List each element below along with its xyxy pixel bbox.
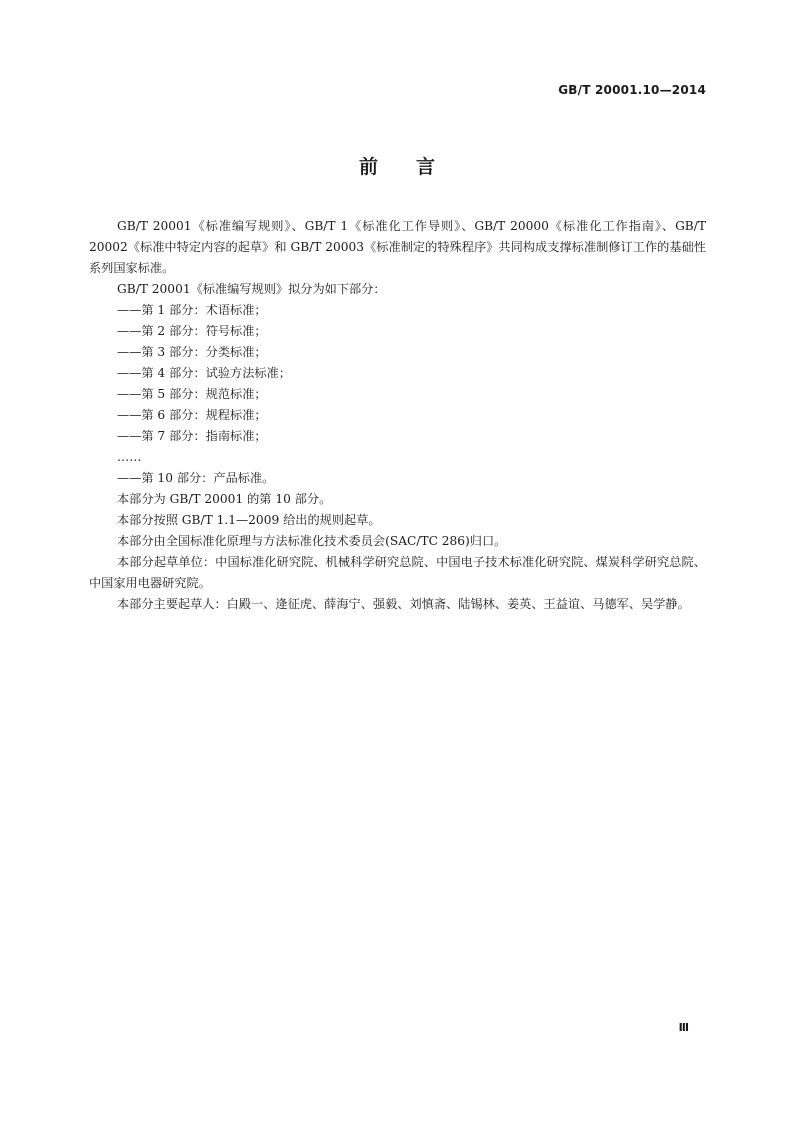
standard-code: GB/T 20001.10—2014 <box>558 83 706 97</box>
list-item-part-5: ——第 5 部分：规范标准； <box>117 387 267 401</box>
list-item-part-2: ——第 2 部分：符号标准； <box>117 324 267 338</box>
list-item-part-1: ——第 1 部分：术语标准； <box>117 303 267 317</box>
list-item-part-3: ——第 3 部分：分类标准； <box>117 345 267 359</box>
paragraph-committee: 本部分由全国标准化原理与方法标准化技术委员会(SAC/TC 286)归口。 <box>117 534 507 548</box>
paragraph-intro: GB/T 20001《标准编写规则》、GB/T 1《标准化工作导则》、GB/T 20000《标准化工作指南》、GB/T 20002《标准中特定内容的起草》和 GB/T 20003《标准制定的特殊程序》共同构成支撑标准制修订工作的基础性系列国家标准。 <box>89 219 710 275</box>
page-number: Ⅲ <box>678 1021 689 1034</box>
list-item-part-7: ——第 7 部分：指南标准； <box>117 429 267 443</box>
paragraph-parts-intro: GB/T 20001《标准编写规则》拟分为如下部分： <box>117 282 386 296</box>
paragraph-drafting-units: 本部分起草单位：中国标准化研究院、机械科学研究总院、中国电子技术标准化研究院、煤炭科学研究总院、中国家用电器研究院。 <box>89 555 706 590</box>
list-item-part-10: ——第 10 部分：产品标准。 <box>117 471 275 485</box>
foreword-body <box>89 216 710 615</box>
paragraph-drafters: 本部分主要起草人：白殿一、逄征虎、薛海宁、强毅、刘慎斋、陆锡林、姜英、王益谊、马德军、吴学静。 <box>117 597 690 611</box>
page-title: 前言 <box>358 156 473 178</box>
list-ellipsis: …… <box>117 450 142 464</box>
paragraph-part-statement: 本部分为 GB/T 20001 的第 10 部分。 <box>117 492 332 506</box>
list-item-part-4: ——第 4 部分：试验方法标准； <box>117 366 291 380</box>
paragraph-drafting-rules: 本部分按照 GB/T 1.1—2009 给出的规则起草。 <box>117 513 381 527</box>
list-item-part-6: ——第 6 部分：规程标准； <box>117 408 267 422</box>
